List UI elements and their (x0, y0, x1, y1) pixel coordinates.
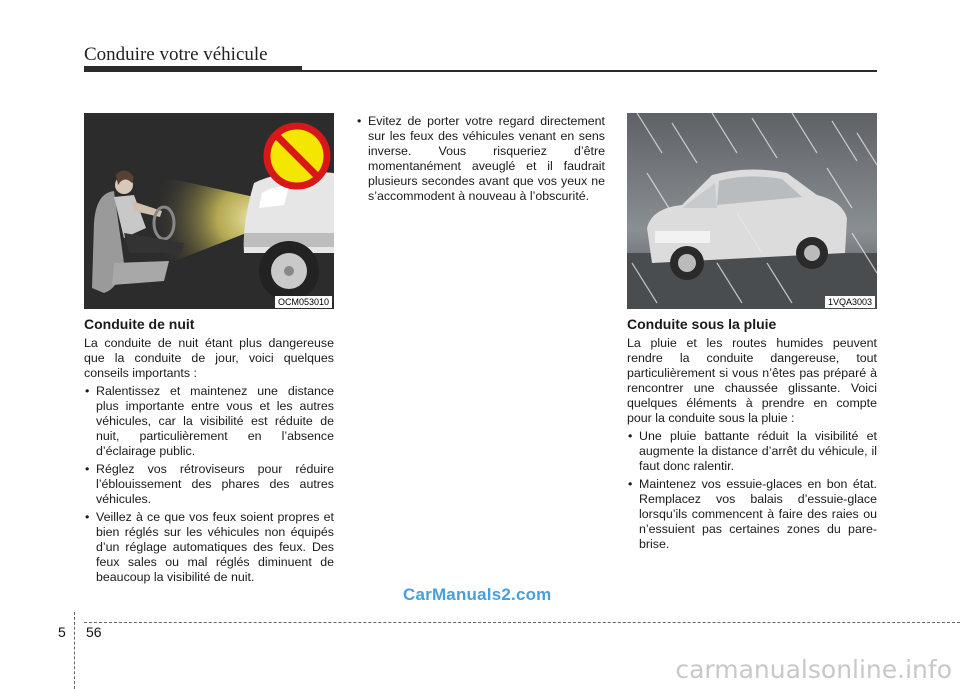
glare-section (356, 114, 605, 207)
list-item: • Ralentissez et maintenez une distance plus importante entre vous et les autres véhicules, car la visibilité est réduite de nuit, particulièrement en l’absence d’éclairage public. (84, 384, 334, 459)
tips-list (356, 114, 605, 204)
figure-code: 1VQA3003 (825, 296, 875, 308)
footer-rule (84, 622, 960, 623)
night-driving-section (84, 316, 334, 588)
section-heading: Conduite sous la pluie (627, 316, 777, 332)
list-item: • Maintenez vos essuie-glaces en bon état. Remplacez vos balais d’essuie-glace lorsqu’ils commencent à faire des raies ou n’essuient pas certaines zones du pare-brise. (627, 477, 877, 552)
section-number: 5 (58, 624, 66, 640)
rain-driving-drawing (627, 113, 877, 309)
page-header-title: Conduire votre véhicule (84, 44, 268, 65)
carmanuals-watermark: CarManuals2.com (403, 585, 552, 604)
section-heading: Conduite de nuit (84, 316, 195, 332)
night-driving-drawing (84, 113, 334, 309)
figure-code: OCM053010 (275, 296, 332, 308)
site-watermark: carmanualsonline.info (675, 655, 952, 684)
list-item: • Une pluie battante réduit la visibilité et augmente la distance d’arrêt du véhicule, il faut donc ralentir. (627, 429, 877, 474)
list-item: • Réglez vos rétroviseurs pour réduire l’éblouissement des phares des autres véhicules. (84, 462, 334, 507)
header-rule (84, 70, 877, 72)
list-item: • Evitez de porter votre regard directement sur les feux des véhicules venant en sens inverse. Vous risqueriez d’être momentanément aveuglé et il faudrait plusieurs secondes avant que vos yeux ne s’accommodent à nouveau à l’obscurité. (356, 114, 605, 204)
list-item: • Veillez à ce que vos feux soient propres et bien réglés sur les véhicules non équipés d’un réglage automatiques des feux. Des feux sales ou mal réglés diminuent de beaucoup la visibilité de nuit. (84, 510, 334, 585)
section-intro: La pluie et les routes humides peuvent rendre la conduite dangereuse, tout particulièrement si vous n’êtes pas préparé à rencontrer une chaussée glissante. Voici quelques éléments à prendre en compte pour la conduite sous la pluie : (627, 336, 877, 425)
rain-driving-illustration (627, 113, 877, 309)
section-intro: La conduite de nuit étant plus dangereuse que la conduite de jour, voici quelques conseils importants : (84, 336, 334, 380)
page-number: 56 (86, 624, 102, 640)
tips-list (627, 429, 877, 552)
night-driving-illustration (84, 113, 334, 309)
footer-divider (74, 612, 75, 689)
tips-list (84, 384, 334, 585)
rain-driving-section (627, 316, 877, 555)
